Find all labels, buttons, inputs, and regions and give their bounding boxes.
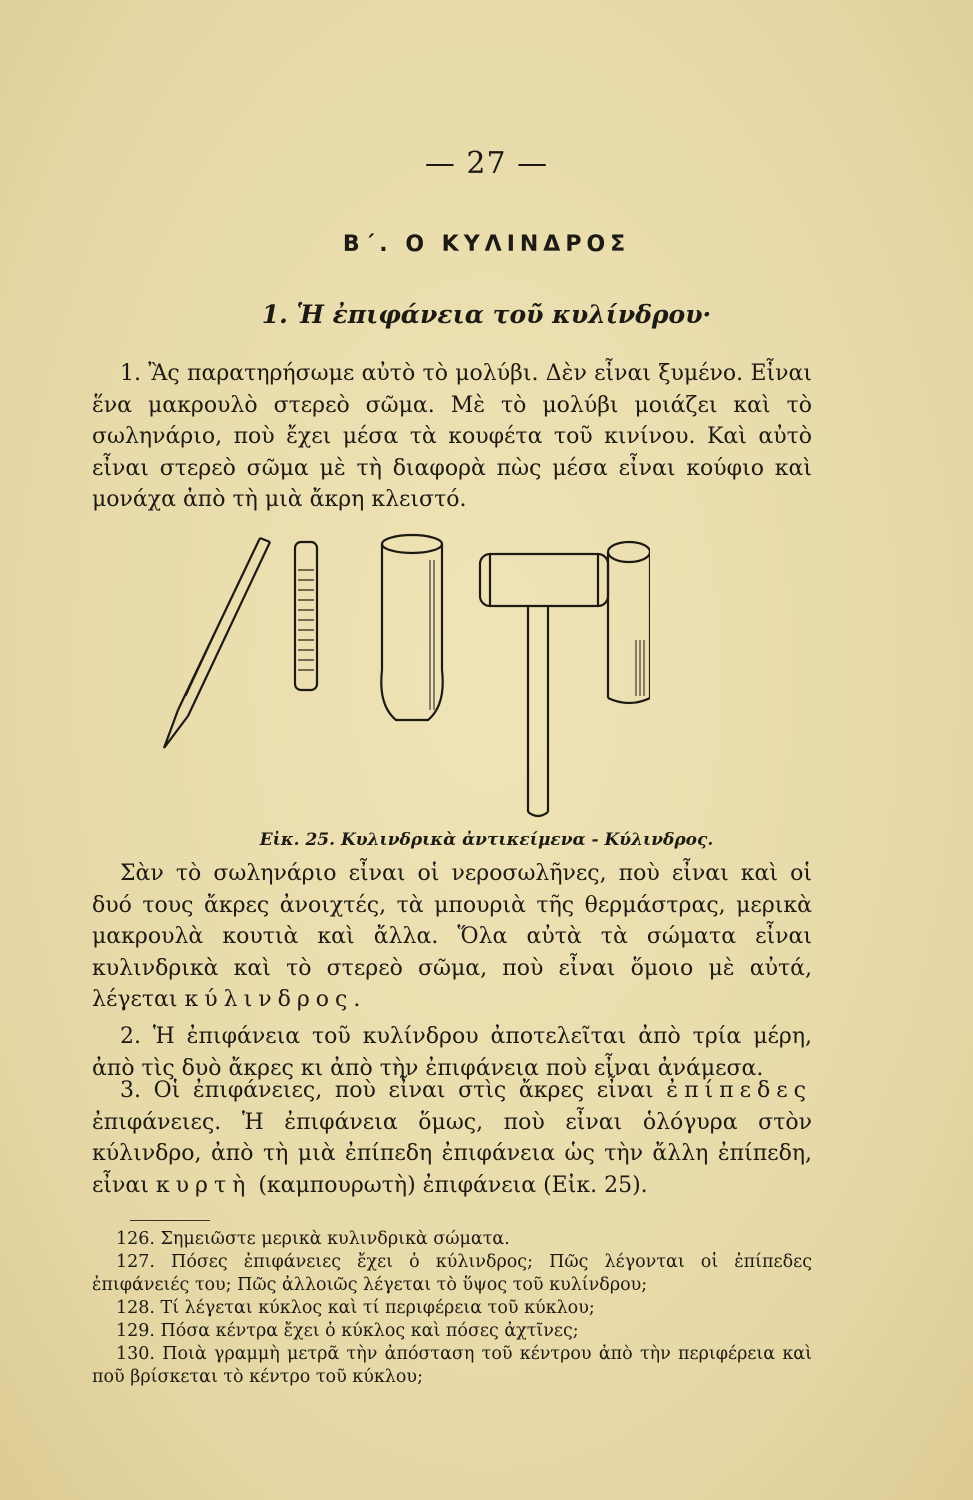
footnote-divider: [130, 1220, 210, 1221]
paragraph-surface-parts: 2. Ἡ ἐπιφάνεια τοῦ κυλίνδρου ἀποτελεῖται ἀπὸ τρία μέρη, ἀπὸ τὶς δυὸ ἄκρες κι ἀπὸ τὴν ἐπιφάνεια ποὺ εἶναι ἀνάμεσα.: [92, 1024, 812, 1081]
figure-caption: Εἰκ. 25. Κυλινδρικὰ ἀντικείμενα - Κύλινδρος.: [259, 830, 714, 850]
paragraph-flat-curved: [92, 1075, 812, 1201]
question-127: 127. Πόσες ἐπιφάνειες ἔχει ὁ κύλινδρος; Πῶς λέγονται οἱ ἐπίπεδες ἐπιφάνειές του; Πῶς ἀλλοιῶς λέγεται τὸ ὕψος τοῦ κυλίνδρου;: [92, 1252, 812, 1295]
term-curved: κυρτὴ: [155, 1172, 252, 1198]
paragraph-cylindrical-objects: [92, 858, 812, 1016]
question-130: 130. Ποιὰ γραμμὴ μετρᾶ τὴν ἀπόσταση τοῦ κέντρου ἀπὸ τὴν περιφέρεια καὶ ποῦ βρίσκεται τὸ κέντρο τοῦ κύκλου;: [92, 1344, 812, 1387]
paragraph-curved-text: (καμπουρωτὴ) ἐπιφάνεια (Εἰκ. 25).: [258, 1172, 648, 1198]
tablet-tube-drawing: [295, 542, 317, 690]
cylinder-drawing: [608, 542, 650, 703]
pencil-drawing: [164, 538, 270, 748]
paragraph-cylindrical-text: Σὰν τὸ σωληνάριο εἶναι οἱ νεροσωλῆνες, ποὺ εἶναι καὶ οἱ δυό τους ἄκρες ἀνοιχτές, τὰ μπουριὰ τῆς θερμάστρας, μερικὰ μακρουλὰ κουτιὰ καὶ ἄλλα. Ὅλα αὐτὰ τὰ σώματα εἶναι κυλινδρικὰ καὶ τὸ στερεὸ σῶμα, ποὺ εἶναι ὅμοιο μὲ αὐτά, λέγεται: [92, 861, 812, 1012]
question-129: 129. Πόσα κέντρα ἔχει ὁ κύκλος καὶ πόσες ἀχτῖνες;: [116, 1321, 579, 1341]
term-cylinder: κύλινδρος.: [184, 987, 367, 1012]
paragraph-surface-text: ἐπιφάνειες. Ἡ ἐπιφάνεια ὅμως, ποὺ εἶναι ὁλόγυρα στὸν κύλινδρο, ἀπὸ τὴ μιὰ ἐπίπεδη ἐπιφάνεια ὡς τὴν ἄλλη ἐπίπεδη, εἶναι: [92, 1109, 812, 1198]
paragraph-flat-text: 3. Οἱ ἐπιφάνειες, ποὺ εἶναι στὶς ἄκρες εἶναι: [120, 1078, 654, 1103]
cylinder-objects-illustration: [150, 520, 650, 830]
question-128: 128. Τί λέγεται κύκλος καὶ τί περιφέρεια τοῦ κύκλου;: [116, 1298, 595, 1318]
chapter-title: Β΄. Ο ΚΥΛΙΝΔΡΟΣ: [342, 232, 631, 257]
section-heading: 1. Ἡ ἐπιφάνεια τοῦ κυλίνδρου·: [261, 300, 712, 329]
paragraph-pencil: 1. Ἂς παρατηρήσωμε αὐτὸ τὸ μολύβι. Δὲν εἶναι ξυμένο. Εἶναι ἕνα μακρουλὸ στερεὸ σῶμα. Μὲ τὸ μολύβι μοιάζει καὶ τὸ σωληνάριο, ποὺ ἔχει μέσα τὰ κουφέτα τοῦ κινίνου. Καὶ αὐτὸ εἶναι στερεὸ σῶμα μὲ τὴ διαφορὰ πὼς μέσα εἶναι κούφιο καὶ μονάχα ἀπὸ τὴ μιὰ ἄκρη κλειστό.: [92, 361, 812, 512]
page-number: — 27 —: [424, 146, 549, 181]
roller-handle-drawing: [480, 554, 608, 816]
question-126: 126. Σημειῶστε μερικὰ κυλινδρικὰ σώματα.: [116, 1229, 510, 1249]
tall-tube-drawing: [381, 535, 442, 720]
term-flat: ἐπίπεδες: [666, 1078, 812, 1103]
